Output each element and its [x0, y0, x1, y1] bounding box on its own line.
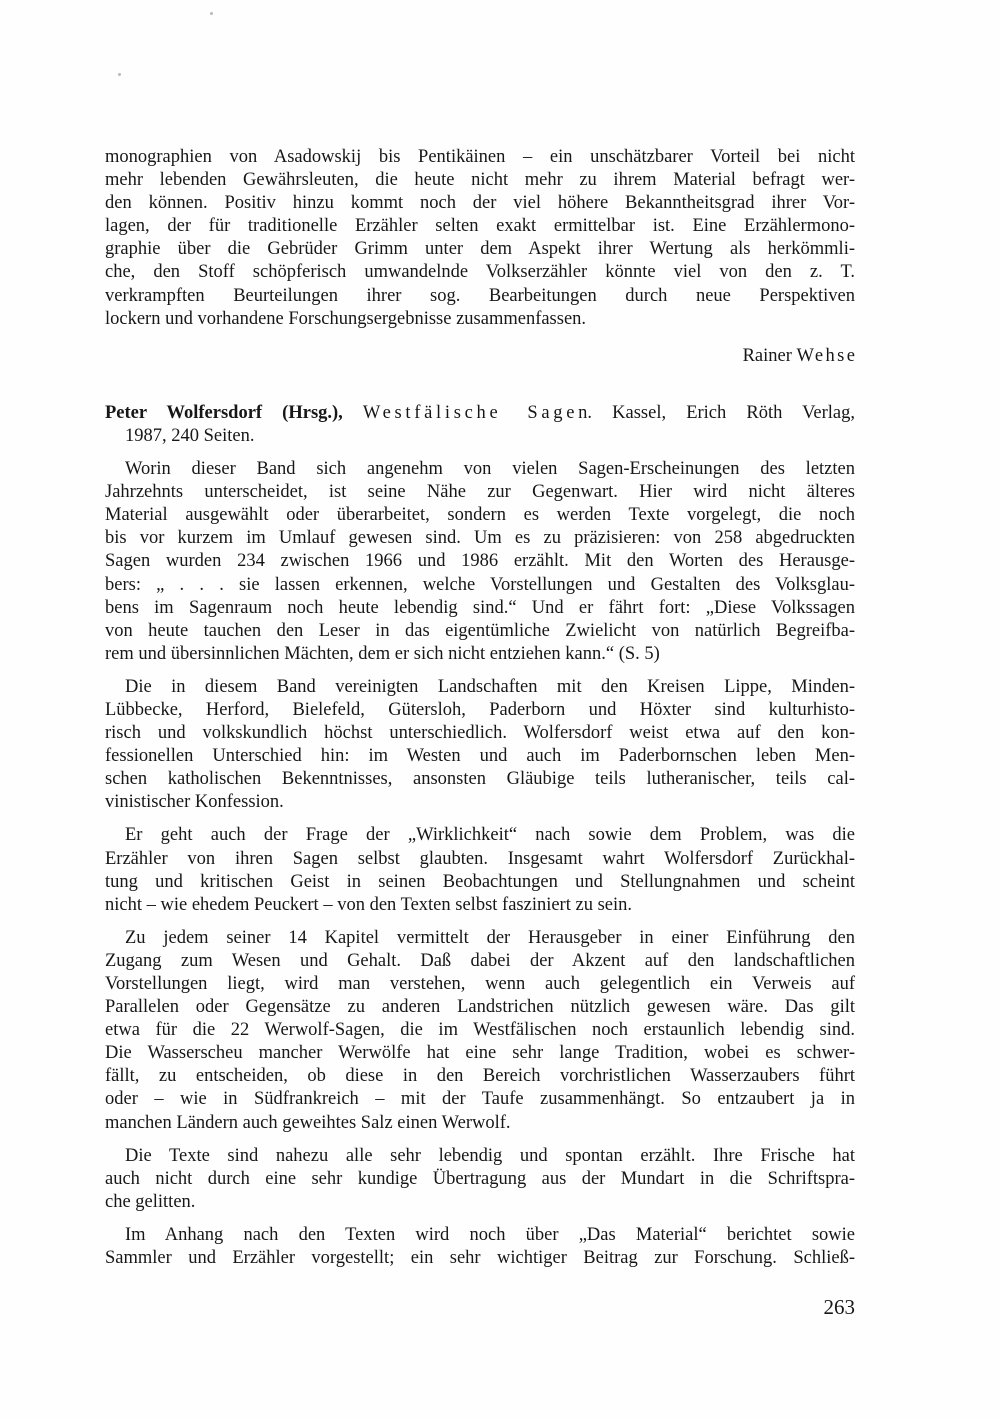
reviewer-surname: Wehse: [796, 345, 858, 366]
text-line: vinistischer Konfession.: [105, 792, 284, 813]
review-body: [105, 458, 855, 1270]
text-line: Lübbecke, Herford, Bielefeld, Gütersloh, Paderborn und Höxter sind kulturhisto-: [105, 699, 855, 720]
text-line: Zu jedem seiner 14 Kapitel vermittelt der Herausgeber in einer Einführung den: [125, 927, 855, 948]
text-line: graphie über die Gebrüder Grimm unter dem Aspekt ihrer Wertung als herkömmli-: [105, 239, 855, 260]
text-line: fällt, zu entscheiden, ob diese in den Bereich vorchristlichen Wasserzaubers führt: [105, 1066, 855, 1087]
text-line: Die Texte sind nahezu alle sehr lebendig und spontan erzählt. Ihre Frische hat: [125, 1145, 855, 1166]
text-line: Worin dieser Band sich angenehm von vielen Sagen-Erscheinungen des letzten: [125, 459, 855, 480]
text-line: auch nicht durch eine sehr kundige Übertragung aus der Mundart in die Schriftspra-: [105, 1168, 855, 1189]
text-line: Sammler und Erzähler vorgestellt; ein sehr wichtiger Beitrag zur Forschung. Schließ-: [105, 1248, 855, 1269]
text-line: Parallelen oder Gegensätze zu anderen Landstrichen nützlich gewesen wäre. Das gilt: [105, 997, 855, 1018]
text-line: Sagen wurden 234 zwischen 1966 und 1986 erzählt. Mit den Worten des Herausge-: [105, 551, 855, 572]
scan-speck: [210, 12, 213, 15]
review-editor: Peter Wolfersdorf (Hrsg.),: [105, 402, 343, 423]
scan-speck: [118, 73, 121, 76]
text-line: den können. Positiv hinzu kommt noch der viel höhere Bekanntheitsgrad ihrer Vor-: [105, 193, 855, 214]
text-line: che gelitten.: [105, 1191, 196, 1212]
text-column: [105, 146, 858, 1270]
review-paragraph: [105, 1224, 855, 1270]
text-line: Die in diesem Band vereinigten Landschaften mit den Kreisen Lippe, Minden-: [125, 676, 855, 697]
text-line: Erzähler von ihren Sagen selbst glaubten. Insgesamt wahrt Wolfersdorf Zurückhal-: [105, 848, 855, 869]
text-line: Jahrzehnts unterscheidet, ist seine Nähe zur Gegenwart. Hier wird nicht älteres: [105, 482, 855, 503]
text-line: monographien von Asadowskij bis Pentikäinen – ein unschätzbarer Vorteil bei nicht: [105, 147, 855, 167]
text-line: Er geht auch der Frage der „Wirklichkeit“ nach sowie dem Problem, was die: [125, 825, 855, 846]
text-line: risch und volkskundlich höchst unterschiedlich. Wolfersdorf weist etwa auf den kon-: [105, 723, 855, 744]
review-publication: . Kassel, Erich Röth Verlag,: [587, 402, 855, 423]
reviewer-given-name: Rainer: [742, 345, 792, 366]
text-line: nicht – wie ehedem Peuckert – von den Texten selbst fasziniert zu sein.: [105, 894, 632, 915]
review-paragraph: [105, 458, 855, 666]
text-line: tung und kritischen Geist in seinen Beobachtungen und Stellungnahmen und scheint: [105, 871, 855, 892]
text-line: che, den Stoff schöpferisch umwandelnde Volkserzähler könnte viel von den z. T.: [105, 262, 855, 283]
text-line: lagen, der für traditionelle Erzähler selten exakt ermittelbar ist. Eine Erzählermono-: [105, 216, 855, 237]
text-line: Im Anhang nach den Texten wird noch über „Das Material“ berichtet sowie: [125, 1224, 855, 1245]
review-paragraph: [105, 1145, 855, 1214]
text-line: fessionellen Unterschied hin: im Westen und auch im Paderbornschen leben Men-: [105, 746, 855, 767]
reviewer-signature: [105, 345, 858, 368]
page-number: 263: [823, 1295, 855, 1319]
review-title: Westfälische Sagen: [362, 402, 592, 423]
text-line: Vorstellungen liegt, wird man verstehen, wenn auch gelegentlich ein Verweis auf: [105, 974, 855, 994]
text-line: lockern und vorhandene Forschungsergebnisse zusammenfassen.: [105, 308, 587, 329]
text-line: Die Wasserscheu mancher Werwölfe hat eine sehr lange Tradition, wobei es schwer-: [105, 1043, 855, 1064]
text-line: oder – wie in Südfrankreich – mit der Taufe zusammenhängt. So entzaubert ja in: [105, 1089, 855, 1110]
text-line: etwa für die 22 Werwolf-Sagen, die im Westfälischen noch erstaunlich lebendig sind.: [105, 1020, 855, 1041]
text-line: schen katholischen Bekenntnisses, ansonsten Gläubige teils lutheranischer, teils cal-: [105, 769, 855, 790]
review-paragraph: [105, 824, 855, 916]
text-line: bers: „ . . . sie lassen erkennen, welche Vorstellungen und Gestalten des Volksglau-: [105, 574, 855, 595]
text-line: manchen Ländern auch geweihtes Salz einen Werwolf.: [105, 1112, 511, 1133]
review-paragraph: [105, 676, 855, 815]
text-line: bens im Sagenraum noch heute lebendig sind.“ Und er fährt fort: „Diese Volkssagen: [105, 597, 855, 618]
text-line: Zugang zum Wesen und Gehalt. Daß dabei der Akzent auf den landschaftlichen: [105, 950, 855, 971]
text-line: mehr lebenden Gewährsleuten, die heute nicht mehr zu ihrem Material befragt wer-: [105, 170, 855, 191]
text-line: von heute tauchen den Leser in das eigentümliche Zwielicht von natürlich Begreifba-: [105, 620, 855, 641]
text-line: verkrampften Beurteilungen ihrer sog. Bearbeitungen durch neue Perspektiven: [105, 285, 855, 306]
text-line: Material ausgewählt oder überarbeitet, sondern es werden Texte vorgelegt, die noch: [105, 505, 855, 526]
review-heading: [105, 402, 855, 448]
text-line: rem und übersinnlichen Mächten, dem er sich nicht entziehen kann.“ (S. 5): [105, 643, 660, 664]
text-line: bis vor kurzem im Umlauf gewesen sind. Um es zu präzisieren: von 258 abgedruckten: [105, 528, 855, 549]
paragraph-continuation: [105, 146, 855, 331]
review-paragraph: [105, 927, 855, 1135]
review-year-pages: 1987, 240 Seiten.: [125, 425, 255, 446]
review-heading-line1: [105, 402, 855, 425]
